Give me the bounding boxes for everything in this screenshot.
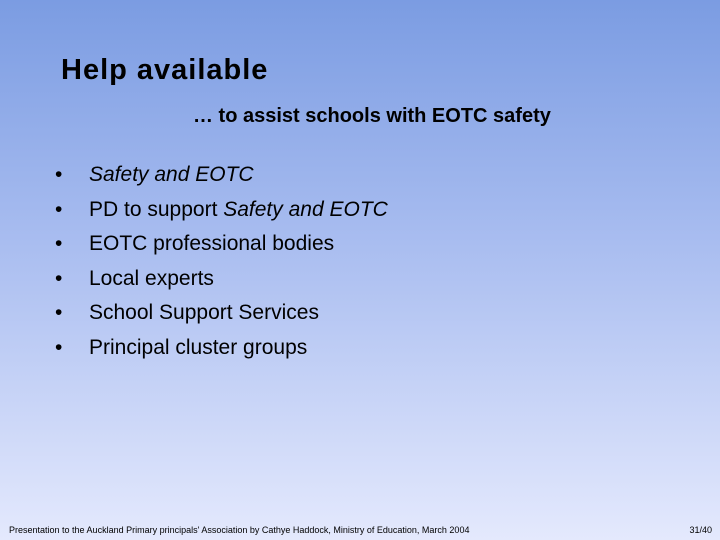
bullet-text: Safety and EOTC xyxy=(89,163,254,186)
bullet-text-italic: Safety and EOTC xyxy=(223,197,388,221)
bullet-item xyxy=(55,331,388,366)
bullet-dot-icon: • xyxy=(55,266,63,290)
bullet-text: Local experts xyxy=(89,266,214,290)
slide-footer: Presentation to the Auckland Primary principals' Association by Cathye Haddock, Ministry of Education, March 2004 xyxy=(9,525,470,535)
page-number: 31/40 xyxy=(689,525,712,535)
bullet-dot-icon: • xyxy=(55,232,63,256)
bullet-dot-icon: • xyxy=(55,301,63,325)
bullet-dot-icon: • xyxy=(55,335,63,359)
bullet-list xyxy=(55,158,388,366)
bullet-item xyxy=(55,227,388,262)
bullet-item xyxy=(55,296,388,331)
bullet-item xyxy=(55,158,388,193)
bullet-text: PD to support xyxy=(89,197,224,221)
bullet-dot-icon: • xyxy=(55,163,63,186)
bullet-item xyxy=(55,262,388,297)
slide-subtitle: … to assist schools with EOTC safety xyxy=(193,105,551,127)
bullet-text: School Support Services xyxy=(89,301,319,325)
bullet-item xyxy=(55,193,388,228)
bullet-text: Principal cluster groups xyxy=(89,335,308,359)
bullet-dot-icon: • xyxy=(55,197,63,221)
bullet-text: EOTC professional bodies xyxy=(89,232,335,256)
slide-title: Help available xyxy=(61,54,269,86)
